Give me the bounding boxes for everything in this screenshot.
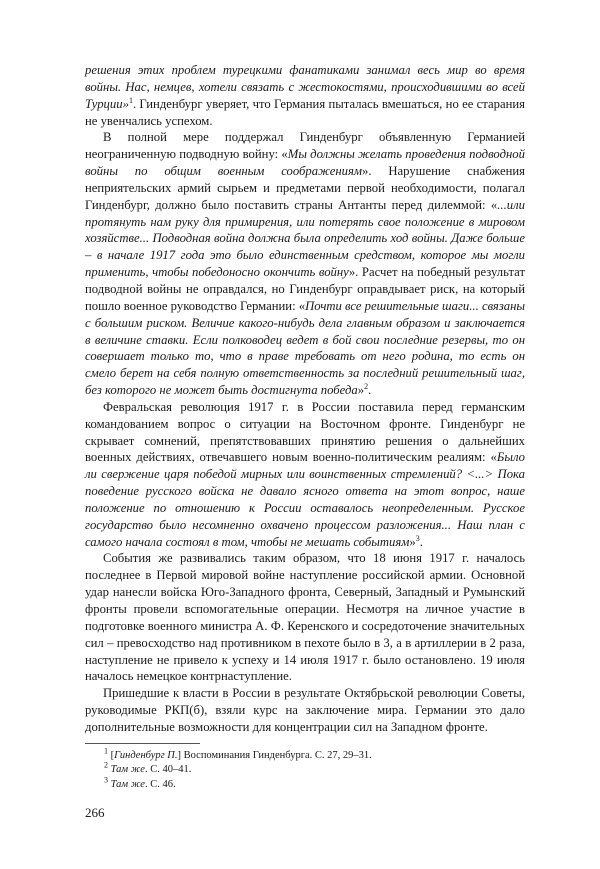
text-run: События же развивались таким образом, что 18 июня 1917 г. началось последнее в Первой мировой войне наступление российской армии. Основной удар нанесли войска Юго-Западного фронта, Северный, Западный и Румынский фронты провели вспомогательные операции. Несмотря на личное участие в подготовке военного министра А. Ф. Керенского и сосредоточение значительных сил – превосходство над противником в пехоте было в 3, а в артиллерии в 2 раза, наступление не привело к успеху и 14 июля 1917 г. было остановлено. 19 июля началось немецкое контрнаступление.	[85, 551, 525, 684]
text-run: .	[419, 534, 423, 549]
footnotes	[85, 746, 525, 793]
text-run: . С. 46.	[144, 778, 176, 790]
footnote-ref: 2	[364, 381, 369, 391]
italic-quote: Мы должны желать проведения подводной войны по общим военным соображениям	[85, 147, 525, 179]
text-run: . С. 40–41.	[144, 764, 192, 776]
italic-quote: ...или протянуть нам руку для примирения, или потерять свое положение в мировом хозяйстве... Подводная война должна была определить ход войны. Даже больше – в начале 1917 года это было единственным средством, которое мы могли применить, чтобы победоносно окончить войну	[85, 197, 525, 280]
italic-quote: Было ли свержение царя победой мирных или воинственных стремлений? <...> Пока поведение русского войска не давало ясного ответа на этот вопрос, наше положение по отношению к России оставалось неопределенным. Русское государство было несомненно охвачено процессом разложения... Наш план с самого начала состоял в том, чтобы не мешать событиям	[85, 450, 525, 549]
paragraph	[85, 129, 525, 399]
footnote	[104, 746, 525, 764]
footnote-ref: 3	[415, 533, 420, 543]
text-run: В полной мере поддержал Гинденбург объявленную Германией неограниченную подводную войну: «	[85, 130, 525, 162]
italic-quote: Там же	[110, 778, 145, 790]
text-run: .	[368, 383, 372, 398]
italic-quote: Гинденбург П.	[114, 749, 178, 761]
text-run: »	[409, 534, 416, 549]
text-run: Февральская революция 1917 г. в России поставила перед германским командованием вопрос о ситуации на Восточном фронте. Гинденбург не скрывает сомнений, препятствовавших принятию решения о дальнейших военных действиях, отвечавшего новым военно-политическим реалиям: «	[85, 399, 525, 465]
paragraph	[85, 550, 525, 685]
text-run: ». Нарушение снабжения неприятельских армий сырьем и предметами первой необходимости, полагал Гинденбург, должно было поставить страны Антанты перед дилеммой: «	[85, 164, 525, 212]
text-run: Пришедшие к власти в России в результате Октябрьской революции Советы, руководимые РКП(б), взяли курс на заключение мира. Германии это дало дополнительные возможности для концентрации сил на Западном фронте.	[85, 686, 525, 734]
footnote	[104, 760, 525, 778]
page-number: 266	[85, 805, 105, 820]
footnote-number: 2	[104, 760, 108, 770]
text-run: ] Воспоминания Гинденбурга. С. 27, 29–31.	[177, 749, 372, 761]
page-content	[85, 62, 525, 792]
italic-quote: Там же	[110, 764, 145, 776]
body-text	[85, 62, 525, 736]
text-run: . Гинденбург уверяет, что Германия пыталась вмешаться, но ее старания не увенчались успехом.	[85, 96, 525, 128]
italic-quote: решения этих проблем турецкими фанатиками занимал весь мир во время войны. Нас, немцев, хотели связать с жестокостями, происходившими во всей Турции»	[85, 63, 525, 111]
paragraph	[85, 685, 525, 736]
footnote-number: 1	[104, 746, 108, 756]
paragraph	[85, 62, 525, 129]
footnote-divider	[85, 743, 200, 744]
paragraph	[85, 399, 525, 551]
footnote-number: 3	[104, 775, 108, 785]
text-run: »	[357, 383, 365, 398]
italic-quote: Почти все решительные шаги... связаны с большим риском. Величие какого-нибудь дела главным образом и заключается в величине ставки. Если полководец ведет в бой свои последние резервы, то он совершает только то, что в праве требовать от него родина, то есть он смело берет на себя полную ответственность за последний решительный шаг, без которого не может быть достигнута победа	[85, 298, 525, 398]
footnote	[104, 775, 525, 793]
text-run: [	[110, 749, 115, 761]
text-run: ». Расчет на победный результат подводной войны не оправдался, но Гинденбург оправдывает риск, на который пошло военное руководство Германии: «	[85, 265, 525, 313]
footnote-ref: 1	[128, 95, 133, 105]
